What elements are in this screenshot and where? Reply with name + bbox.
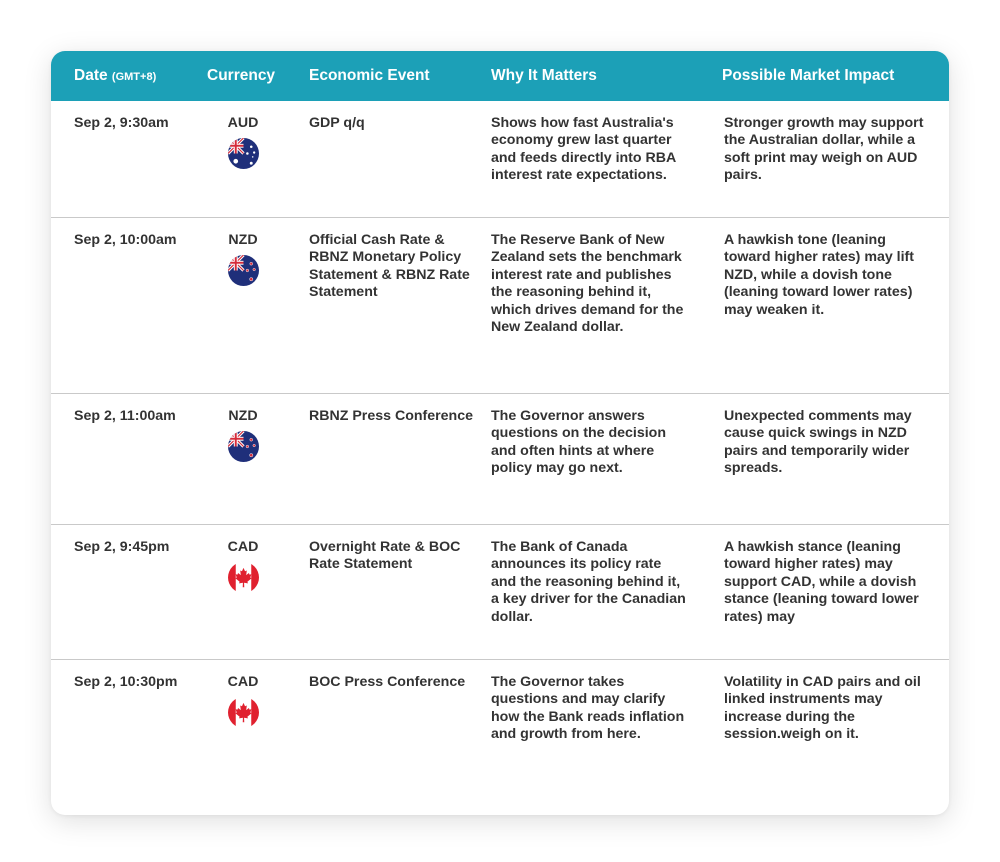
- new-zealand-flag-icon: [228, 431, 259, 462]
- currency-code: AUD: [227, 115, 259, 131]
- row-market-impact: Stronger growth may support the Australian dollar, while a soft print may weigh on AUD pairs.: [724, 115, 924, 184]
- row-economic-event: BOC Press Conference: [309, 674, 466, 690]
- new-zealand-flag-icon: [228, 255, 259, 286]
- row-date: Sep 2, 9:45pm: [74, 539, 170, 555]
- row-economic-event: RBNZ Press Conference: [309, 408, 473, 424]
- row-market-impact: A hawkish tone (leaning toward higher rates) may lift NZD, while a dovish tone (leaning toward lower rates) may weaken it.: [724, 232, 914, 318]
- header-why-it-matters: Why It Matters: [491, 67, 597, 84]
- header-date-label: Date: [74, 67, 108, 84]
- row-why-it-matters: The Governor takes questions and may clarify how the Bank reads inflation and growth from here.: [491, 674, 685, 743]
- row-currency: [223, 674, 263, 728]
- header-date: [74, 67, 156, 85]
- currency-code: CAD: [227, 674, 259, 690]
- currency-code: CAD: [227, 539, 259, 555]
- canada-flag-icon: [228, 697, 259, 728]
- table-row: [51, 218, 949, 394]
- row-date: Sep 2, 9:30am: [74, 115, 169, 131]
- row-why-it-matters: The Governor answers questions on the decision and often hints at where policy may go next.: [491, 408, 666, 477]
- row-currency: [223, 539, 263, 593]
- header-currency: Currency: [207, 67, 276, 84]
- table-header: [51, 51, 949, 101]
- row-why-it-matters: The Reserve Bank of New Zealand sets the benchmark interest rate and publishes the reasoning behind it, which drives demand for the New Zealand dollar.: [491, 232, 684, 336]
- table-row: [51, 660, 949, 815]
- currency-code: NZD: [228, 408, 258, 424]
- row-currency: [223, 232, 263, 286]
- row-currency: [223, 408, 263, 462]
- row-economic-event: GDP q/q: [309, 115, 365, 131]
- economic-calendar-card: [51, 51, 949, 815]
- table-row: [51, 101, 949, 218]
- row-market-impact: Unexpected comments may cause quick swings in NZD pairs and temporarily wider spreads.: [724, 408, 912, 477]
- row-why-it-matters: The Bank of Canada announces its policy rate and the reasoning behind it, a key driver for the Canadian dollar.: [491, 539, 686, 625]
- australia-flag-icon: [228, 138, 259, 169]
- currency-code: NZD: [228, 232, 258, 248]
- row-currency: [223, 115, 263, 169]
- row-market-impact: Volatility in CAD pairs and oil linked instruments may increase during the session.weigh on it.: [724, 674, 921, 743]
- row-date: Sep 2, 11:00am: [74, 408, 176, 424]
- canada-flag-icon: [228, 562, 259, 593]
- table-row: [51, 525, 949, 660]
- row-date: Sep 2, 10:30pm: [74, 674, 178, 690]
- row-economic-event: Overnight Rate & BOC Rate Statement: [309, 539, 461, 573]
- row-why-it-matters: Shows how fast Australia's economy grew last quarter and feeds directly into RBA interest rate expectations.: [491, 115, 676, 184]
- row-market-impact: A hawkish stance (leaning toward higher rates) may support CAD, while a dovish stance (leaning toward lower rates) may: [724, 539, 919, 625]
- header-possible-market-impact: Possible Market Impact: [722, 67, 895, 84]
- header-date-timezone: (GMT+8): [111, 71, 157, 83]
- row-date: Sep 2, 10:00am: [74, 232, 177, 248]
- header-economic-event: Economic Event: [309, 67, 430, 84]
- table-row: [51, 394, 949, 525]
- row-economic-event: Official Cash Rate & RBNZ Monetary Policy Statement & RBNZ Rate Statement: [309, 232, 470, 301]
